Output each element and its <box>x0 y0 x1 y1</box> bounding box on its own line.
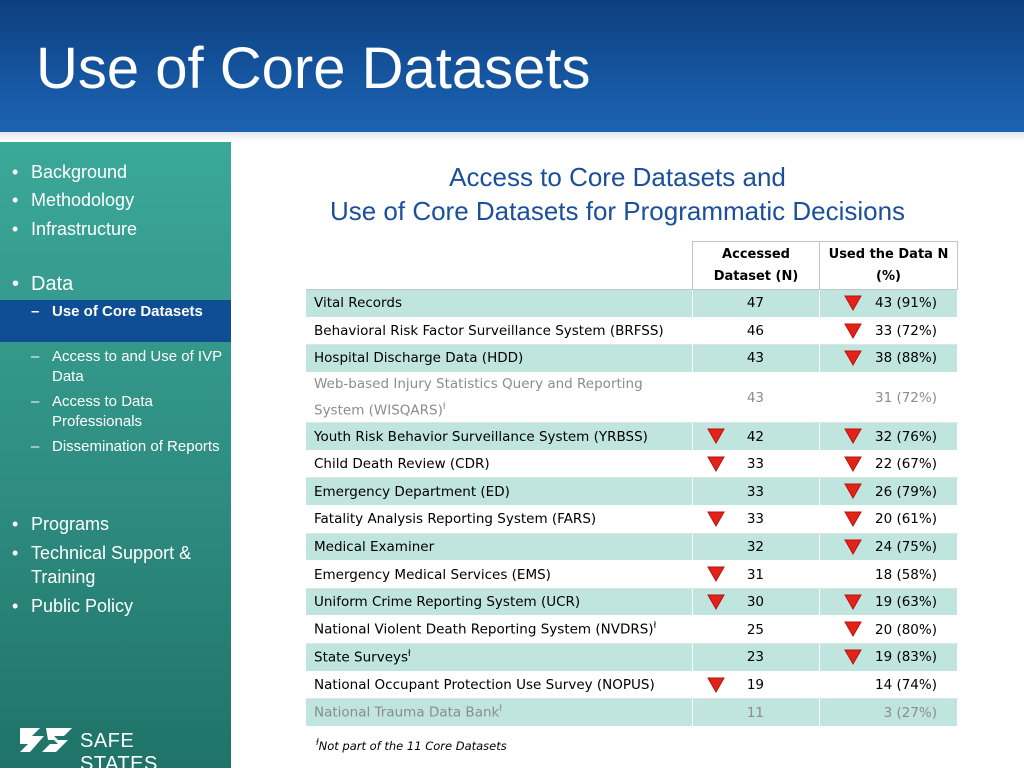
header-line: Accessed <box>722 246 790 262</box>
accessed-cell <box>693 450 820 478</box>
down-triangle-icon <box>844 620 862 638</box>
down-triangle-icon <box>707 593 725 611</box>
used-value: 18 (58%) <box>874 566 937 583</box>
accessed-cell <box>693 423 820 451</box>
bullet: • <box>12 543 19 563</box>
sidebar-item-label: Methodology <box>31 190 135 210</box>
accessed-value: 33 <box>746 511 764 528</box>
table-row <box>306 450 958 478</box>
accessed-value: 30 <box>746 594 764 611</box>
used-cell <box>820 699 958 727</box>
dataset-name: Uniform Crime Reporting System (UCR) <box>314 594 581 611</box>
accessed-value: 42 <box>746 428 764 445</box>
accessed-cell <box>693 345 820 373</box>
sidebar-item-label: Technical Support & Training <box>31 543 192 587</box>
dataset-name-cell <box>306 588 693 616</box>
dataset-name: Emergency Department (ED) <box>314 483 510 500</box>
dataset-name-cell <box>306 671 693 699</box>
slide-title: Use of Core Datasets <box>36 36 591 101</box>
used-cell <box>820 588 958 616</box>
sidebar-subitem-label: Dissemination of Reports <box>52 438 220 455</box>
down-triangle-icon <box>844 349 862 367</box>
dataset-name: Child Death Review (CDR) <box>314 456 490 473</box>
bullet: • <box>12 596 19 616</box>
down-triangle-icon <box>844 322 862 340</box>
sidebar-item-label: Programs <box>31 514 110 534</box>
down-triangle-icon <box>844 455 862 473</box>
used-cell <box>820 561 958 589</box>
accessed-value: 43 <box>746 389 764 406</box>
dataset-name: Medical Examiner <box>314 538 435 555</box>
header-line: (%) <box>876 268 901 284</box>
table-row <box>306 478 958 506</box>
used-value: 24 (75%) <box>874 538 937 555</box>
footnote <box>316 738 507 753</box>
dataset-name-cell <box>306 699 693 727</box>
used-value: 19 (63%) <box>874 594 937 611</box>
table-row <box>306 506 958 534</box>
accessed-cell <box>693 616 820 644</box>
dataset-name: Behavioral Risk Factor Surveillance System (BRFSS) <box>314 322 664 339</box>
used-cell <box>820 450 958 478</box>
sidebar-item-label: Infrastructure <box>31 219 138 239</box>
accessed-cell <box>693 644 820 672</box>
header-used <box>820 242 958 290</box>
dataset-name-cell <box>306 372 693 423</box>
header-divider <box>0 132 1024 142</box>
accessed-cell <box>693 561 820 589</box>
accessed-cell <box>693 533 820 561</box>
used-cell <box>820 616 958 644</box>
used-value: 33 (72%) <box>874 322 937 339</box>
header-blank-cell <box>306 242 693 290</box>
accessed-value: 33 <box>746 483 764 500</box>
used-value: 38 (88%) <box>874 350 937 367</box>
dataset-name-cell <box>306 561 693 589</box>
bullet: • <box>12 514 19 534</box>
dataset-name-cell <box>306 616 693 644</box>
table-row <box>306 372 958 423</box>
footnote-marker: ł <box>408 649 411 660</box>
down-triangle-icon <box>844 648 862 666</box>
safe-states-logo-icon <box>18 724 74 756</box>
used-cell <box>820 290 958 318</box>
dataset-name: State Surveys <box>314 649 409 666</box>
header-accessed <box>693 242 820 290</box>
accessed-cell <box>693 699 820 727</box>
table-row <box>306 616 958 644</box>
sidebar-item-label: Data <box>31 273 74 295</box>
chart-title-line-2: Use of Core Datasets for Programmatic Decisions <box>329 196 906 226</box>
used-cell <box>820 506 958 534</box>
safe-states-logo <box>18 722 218 775</box>
bullet: • <box>12 190 19 210</box>
table-row <box>306 423 958 451</box>
accessed-value: 23 <box>746 649 764 666</box>
chart-title <box>290 160 945 228</box>
dataset-name-cell <box>306 533 693 561</box>
used-cell <box>820 533 958 561</box>
dash: – <box>31 303 40 320</box>
dash: – <box>31 438 40 455</box>
sidebar-subitem-label: Access to Data Professionals <box>52 393 153 430</box>
dataset-name: Fatality Analysis Reporting System (FARS) <box>314 511 597 528</box>
used-value: 3 (27%) <box>883 704 937 721</box>
used-value: 32 (76%) <box>874 428 937 445</box>
accessed-value: 47 <box>746 295 764 312</box>
accessed-value: 46 <box>746 322 764 339</box>
dataset-name: Hospital Discharge Data (HDD) <box>314 350 524 367</box>
accessed-value: 19 <box>746 676 764 693</box>
used-value: 26 (79%) <box>874 483 937 500</box>
sidebar-subitem-label: Access to and Use of IVP Data <box>52 348 222 385</box>
header-line: Dataset (N) <box>713 268 799 284</box>
used-cell <box>820 423 958 451</box>
accessed-cell <box>693 478 820 506</box>
footnote-marker: ł <box>653 621 657 632</box>
used-cell <box>820 671 958 699</box>
dataset-name-cell <box>306 423 693 451</box>
table-row <box>306 644 958 672</box>
bullet: • <box>12 162 19 182</box>
accessed-cell <box>693 588 820 616</box>
down-triangle-icon <box>707 427 725 445</box>
sidebar-subitem-label: Use of Core Datasets <box>52 303 203 320</box>
down-triangle-icon <box>844 482 862 500</box>
dataset-name-cell <box>306 345 693 373</box>
dataset-name-cell <box>306 290 693 318</box>
dataset-name-cell <box>306 450 693 478</box>
used-cell <box>820 345 958 373</box>
table-row <box>306 345 958 373</box>
accessed-value: 32 <box>746 538 764 555</box>
table-row <box>306 699 958 727</box>
sidebar-item-label: Public Policy <box>31 596 134 616</box>
dash: – <box>31 348 40 365</box>
down-triangle-icon <box>844 538 862 556</box>
used-value: 20 (80%) <box>874 621 937 638</box>
accessed-value: 31 <box>746 566 764 583</box>
accessed-cell <box>693 671 820 699</box>
table-row <box>306 533 958 561</box>
used-cell <box>820 317 958 345</box>
accessed-cell <box>693 290 820 318</box>
accessed-value: 43 <box>746 350 764 367</box>
down-triangle-icon <box>844 593 862 611</box>
down-triangle-icon <box>707 676 725 694</box>
dataset-name: Vital Records <box>314 295 402 312</box>
accessed-cell <box>693 372 820 423</box>
accessed-value: 25 <box>746 621 764 638</box>
down-triangle-icon <box>707 565 725 583</box>
used-value: 31 (72%) <box>874 389 937 406</box>
dataset-name: Youth Risk Behavior Surveillance System (YRBSS) <box>314 428 648 445</box>
table-row <box>306 671 958 699</box>
dataset-name: National Violent Death Reporting System (NVDRS) <box>314 621 654 638</box>
used-value: 14 (74%) <box>874 676 937 693</box>
footnote-text: Not part of the 11 Core Datasets <box>318 738 507 753</box>
table-row <box>306 588 958 616</box>
used-value: 20 (61%) <box>874 511 937 528</box>
table-header-row <box>306 242 958 290</box>
down-triangle-icon <box>707 510 725 528</box>
logo-text: SAFE STATES <box>80 730 158 775</box>
sidebar-item-label: Background <box>31 162 128 182</box>
used-value: 22 (67%) <box>874 456 937 473</box>
chart-title-line-1: Access to Core Datasets and <box>449 162 786 192</box>
bullet: • <box>12 219 19 239</box>
used-value: 43 (91%) <box>874 295 937 312</box>
table-row <box>306 317 958 345</box>
used-cell <box>820 372 958 423</box>
down-triangle-icon <box>844 427 862 445</box>
footnote-marker: ł <box>499 704 502 715</box>
footnote-marker: ł <box>442 401 446 412</box>
datasets-table <box>306 241 958 727</box>
down-triangle-icon <box>844 510 862 528</box>
bullet: • <box>12 273 20 295</box>
dataset-name: National Trauma Data Bank <box>314 704 500 721</box>
used-cell <box>820 478 958 506</box>
accessed-value: 11 <box>746 704 764 721</box>
accessed-value: 33 <box>746 456 764 473</box>
table-row <box>306 290 958 318</box>
dataset-name-cell <box>306 506 693 534</box>
table-row <box>306 561 958 589</box>
dataset-name-cell <box>306 644 693 672</box>
dataset-name-cell <box>306 317 693 345</box>
dataset-name-cell <box>306 478 693 506</box>
header-line: Used the Data N <box>828 246 949 262</box>
dash: – <box>31 393 40 410</box>
used-value: 19 (83%) <box>874 649 937 666</box>
dataset-name: National Occupant Protection Use Survey (NOPUS) <box>314 676 655 693</box>
accessed-cell <box>693 317 820 345</box>
down-triangle-icon <box>844 294 862 312</box>
down-triangle-icon <box>707 455 725 473</box>
accessed-cell <box>693 506 820 534</box>
dataset-name: Emergency Medical Services (EMS) <box>314 566 551 583</box>
dataset-name: Web-based Injury Statistics Query and Reporting System (WISQARS) <box>314 375 643 419</box>
used-cell <box>820 644 958 672</box>
footnote-mark: ł <box>316 738 319 748</box>
